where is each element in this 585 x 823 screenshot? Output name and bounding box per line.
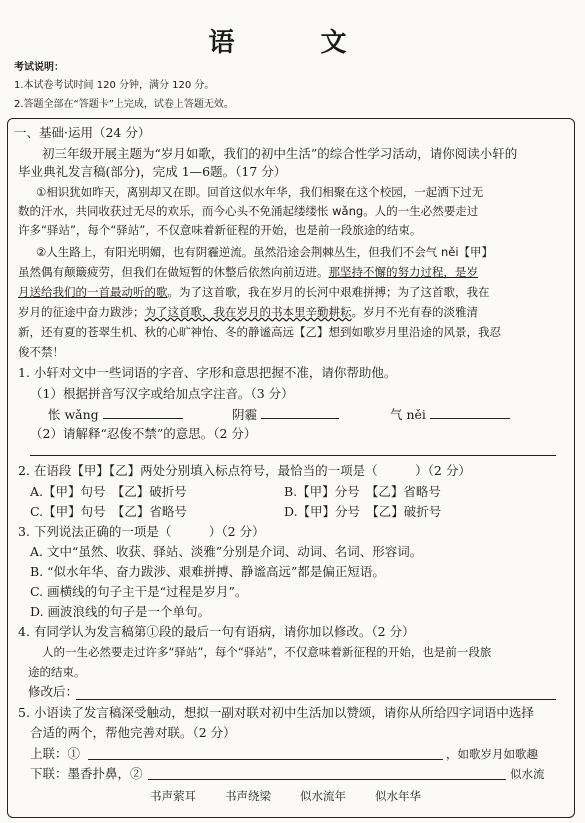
word-choice-4: 似水年华 — [375, 789, 421, 803]
paragraph-2-line-3: 月送给我们的一首最动听的歌。为了这首歌，我在岁月的长河中艰难拼搏；为了这首歌，我在 — [18, 285, 490, 299]
answer-line-q4[interactable] — [76, 699, 556, 700]
q2-option-a[interactable]: A.【甲】句号 【乙】破折号 — [30, 484, 187, 499]
answer-line-upper[interactable] — [88, 759, 443, 760]
paragraph-2-line-6: 俊不禁！ — [18, 345, 64, 359]
q3-option-c[interactable]: C. 画横线的句子主干是“过程是岁月”。 — [30, 584, 248, 599]
q2-option-d[interactable]: D.【甲】分号 【乙】破折号 — [284, 504, 442, 519]
instructions-heading: 考试说明： — [14, 62, 64, 73]
couplet-lower-end: 似水流 — [510, 767, 545, 781]
q4-sentence-line-2: 途的结束。 — [28, 665, 86, 679]
q3-option-a[interactable]: A. 文中“虽然、收获、驿站、淡雅”分别是介词、动词、名词、形容词。 — [30, 544, 423, 559]
paragraph-1-line-3: 许多“驿站”，每个“驿站”，不仅意味着新征程的开始，也是前一段旅途的结束。 — [18, 223, 422, 237]
q3-option-d[interactable]: D. 画波浪线的句子是一个单句。 — [30, 604, 211, 619]
intro-line-1: 初三年级开展主题为“岁月如歌，我们的初中生活”的综合性学习活动，请你阅读小轩的 — [42, 146, 518, 161]
wavy-sentence: 为了这首歌，我在岁月的书本里辛勤耕耘 — [144, 305, 352, 319]
question-5-line-2: 合适的两个，帮他完善对联。（2 分） — [30, 725, 236, 740]
instruction-1: 1.本试卷考试时间 120 分钟，满分 120 分。 — [14, 80, 215, 91]
question-1-part-1: （1）根据拼音写汉字或给加点字注音。（3 分） — [30, 386, 294, 401]
q3-option-b[interactable]: B. “似水年华、奋力跋涉、艰难拼搏、静谧高远”都是偏正短语。 — [30, 564, 385, 579]
q2-option-c[interactable]: C.【甲】句号 【乙】省略号 — [30, 504, 187, 519]
paragraph-1-line-1: ①相识犹如昨天，离别却又在即。回首这似水年华，我们相聚在这个校园，一起洒下过无 — [36, 185, 484, 199]
word-choice-2: 书声绕梁 — [225, 789, 271, 803]
question-3: 3. 下列说法正确的一项是（ ）（2 分） — [18, 524, 265, 539]
question-1-part-2: （2）请解释“忍俊不禁”的意思。（2 分） — [30, 426, 257, 441]
pinyin-item-3: 气 něi — [390, 406, 510, 423]
pinyin-item-2: 阴霾 — [232, 406, 339, 423]
question-1: 1. 小轩对文中一些词语的字音、字形和意思把握不准，请你帮助他。 — [18, 365, 397, 380]
word-choice-1: 书声萦耳 — [150, 789, 196, 803]
answer-line-q1-2[interactable] — [30, 455, 556, 456]
pinyin-item-1: 怅 wǎng — [48, 406, 183, 423]
q4-revision-label: 修改后： — [28, 684, 79, 699]
section-heading: 一、基础·运用（24 分） — [14, 125, 151, 140]
couplet-upper-label: 上联：① — [30, 746, 81, 761]
answer-blank-2[interactable] — [261, 406, 339, 419]
paragraph-2-line-4: 岁月的征途中奋力跋涉；为了这首歌，我在岁月的书本里辛勤耕耘。岁月不光有春的淡雅清 — [18, 305, 478, 319]
q4-sentence-line-1: 人的一生必然要走过许多“驿站”，每个“驿站”，不仅意味着新征程的开始，也是前一段旅 — [42, 645, 492, 659]
page-title: 语 文 — [208, 28, 377, 58]
answer-blank-1[interactable] — [103, 406, 183, 419]
paragraph-1-line-2: 数的汗水，共同收获过无尽的欢乐，而今心头不免涌起缕缕怅 wǎng。人的一生必然要走过 — [18, 204, 479, 218]
word-choice-3: 似水流年 — [300, 789, 346, 803]
paragraph-2-line-1: ②人生路上，有阳光明媚，也有阴霾逆流。虽然沿途会荆棘丛生，但我们不会气 něi【甲】 — [36, 245, 494, 259]
answer-line-lower[interactable] — [148, 779, 506, 780]
question-4: 4. 有同学认为发言稿第①段的最后一句有语病，请你加以修改。（2 分） — [18, 624, 415, 639]
paragraph-2-line-2: 虽然偶有颠簸疲劳，但我们在做短暂的休整后依然向前迈进。那坚持不懈的努力过程，是岁 — [18, 265, 478, 279]
paragraph-2-line-5: 新，还有夏的苍翠生机、秋的心旷神怡、冬的静谧高远【乙】想到如歌岁月里沿途的风景，我忍 — [18, 325, 501, 339]
underlined-sentence: 那坚持不懈的努力过程，是岁 — [328, 265, 478, 279]
instruction-2: 2.答题全部在“答题卡”上完成，试卷上答题无效。 — [14, 99, 234, 110]
question-5-line-1: 5. 小语读了发言稿深受触动，想拟一副对联对初中生活加以赞颂，请你从所给四字词语中选择 — [18, 705, 534, 720]
couplet-upper-end: ，如歌岁月如歌趣 — [446, 747, 538, 761]
couplet-lower-label: 下联：墨香扑鼻，② — [30, 766, 143, 781]
q2-option-b[interactable]: B.【甲】分号 【乙】省略号 — [284, 484, 441, 499]
question-2: 2. 在语段【甲】【乙】两处分别填入标点符号，最恰当的一项是（ ）（2 分） — [18, 463, 471, 478]
intro-line-2: 毕业典礼发言稿(部分)，完成 1—6题。（17 分） — [18, 164, 287, 179]
answer-blank-3[interactable] — [430, 406, 510, 419]
underlined-sentence-cont: 月送给我们的一首最动听的歌 — [18, 285, 168, 299]
